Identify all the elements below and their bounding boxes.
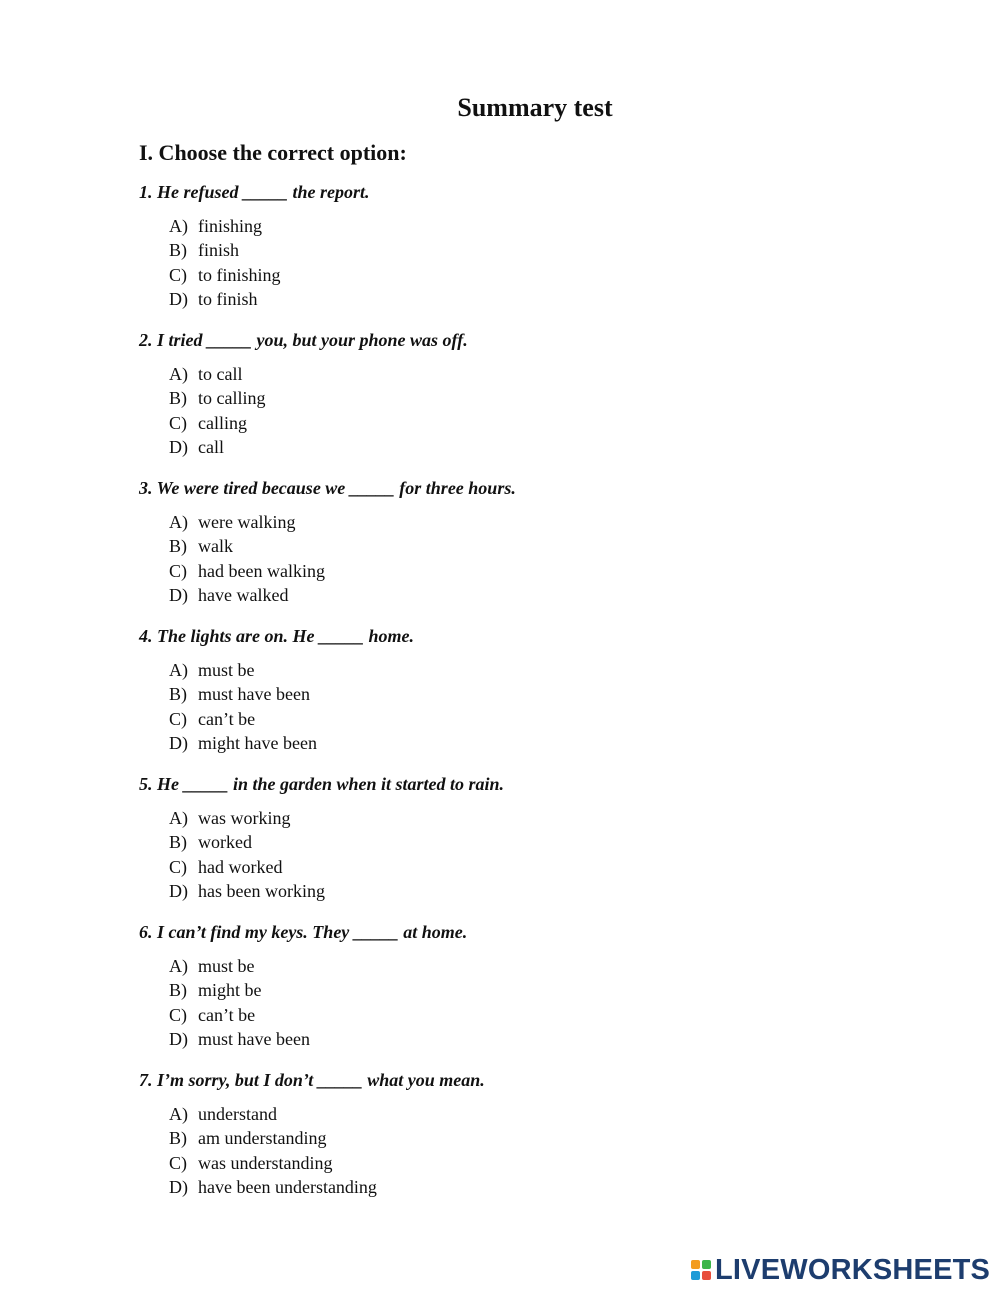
question-3 xyxy=(139,474,919,622)
option-letter: C) xyxy=(169,412,187,433)
option-letter: C) xyxy=(169,264,187,285)
option-list xyxy=(169,1102,919,1200)
option-text: walk xyxy=(198,536,233,557)
option-text: must have been xyxy=(198,1029,310,1050)
option-text: finishing xyxy=(198,216,263,236)
option-letter: B) xyxy=(169,832,187,853)
answer-option[interactable] xyxy=(169,263,919,287)
option-text: had worked xyxy=(198,856,283,877)
logo-square xyxy=(702,1271,711,1280)
option-list xyxy=(169,806,919,904)
option-text: have been understanding xyxy=(198,1177,377,1198)
option-text: must be xyxy=(198,660,255,680)
option-letter: C) xyxy=(169,1152,187,1173)
question-7 xyxy=(139,1066,919,1214)
option-text: calling xyxy=(198,412,247,433)
option-text: was understanding xyxy=(198,1152,333,1173)
question-stem: 4. The lights are on. He _____ home. xyxy=(139,626,415,646)
option-letter: B) xyxy=(169,684,187,705)
option-text: finish xyxy=(198,240,240,261)
option-text: have walked xyxy=(198,585,289,606)
option-text: call xyxy=(198,437,224,458)
liveworksheets-logo-icon xyxy=(691,1260,711,1280)
answer-option[interactable] xyxy=(169,1151,919,1175)
answer-option[interactable] xyxy=(169,658,919,682)
option-list xyxy=(169,510,919,608)
answer-option[interactable] xyxy=(169,1126,919,1150)
option-letter: B) xyxy=(169,240,187,261)
option-letter: A) xyxy=(169,956,188,976)
option-letter: C) xyxy=(169,856,187,877)
option-letter: D) xyxy=(169,585,188,606)
answer-option[interactable] xyxy=(169,707,919,731)
liveworksheets-brand xyxy=(691,1254,990,1286)
option-text: worked xyxy=(198,832,252,853)
option-letter: A) xyxy=(169,216,188,236)
option-letter: D) xyxy=(169,289,188,310)
answer-option[interactable] xyxy=(169,1175,919,1199)
option-text: might have been xyxy=(198,733,317,754)
option-text: can’t be xyxy=(198,1004,256,1025)
answer-option[interactable] xyxy=(169,978,919,1002)
option-letter: D) xyxy=(169,881,188,902)
option-letter: A) xyxy=(169,512,188,532)
option-letter: C) xyxy=(169,708,187,729)
option-letter: A) xyxy=(169,808,188,828)
answer-option[interactable] xyxy=(169,1003,919,1027)
option-list xyxy=(169,214,919,312)
logo-square xyxy=(691,1271,700,1280)
option-text: to calling xyxy=(198,388,266,409)
option-text: understand xyxy=(198,1104,277,1124)
answer-option[interactable] xyxy=(169,682,919,706)
logo-square xyxy=(702,1260,711,1269)
section-heading: I. Choose the correct option: xyxy=(139,140,407,165)
question-6 xyxy=(139,918,919,1066)
option-list xyxy=(169,954,919,1052)
answer-option[interactable] xyxy=(169,559,919,583)
option-text: to call xyxy=(198,364,243,384)
question-stem: 3. We were tired because we _____ for three hours. xyxy=(139,478,516,498)
option-letter: D) xyxy=(169,733,188,754)
answer-option[interactable] xyxy=(169,362,919,386)
option-text: were walking xyxy=(198,512,296,532)
question-stem: 6. I can’t find my keys. They _____ at home. xyxy=(139,922,468,942)
question-stem: 7. I’m sorry, but I don’t _____ what you mean. xyxy=(139,1070,485,1090)
option-letter: A) xyxy=(169,1104,188,1124)
question-1 xyxy=(139,178,919,326)
answer-option[interactable] xyxy=(169,386,919,410)
answer-option[interactable] xyxy=(169,238,919,262)
question-list xyxy=(139,178,919,1214)
option-letter: D) xyxy=(169,437,188,458)
option-text: to finishing xyxy=(198,264,281,285)
answer-option[interactable] xyxy=(169,830,919,854)
option-text: was working xyxy=(198,808,291,828)
option-text: must have been xyxy=(198,684,310,705)
answer-option[interactable] xyxy=(169,435,919,459)
option-text: am understanding xyxy=(198,1128,327,1149)
option-letter: D) xyxy=(169,1177,188,1198)
option-letter: B) xyxy=(169,980,187,1001)
option-letter: B) xyxy=(169,388,187,409)
option-text: can’t be xyxy=(198,708,256,729)
option-text: must be xyxy=(198,956,255,976)
answer-option[interactable] xyxy=(169,879,919,903)
question-2 xyxy=(139,326,919,474)
answer-option[interactable] xyxy=(169,214,919,238)
brand-wordmark: LIVEWORKSHEETS xyxy=(715,1254,991,1286)
answer-option[interactable] xyxy=(169,534,919,558)
question-stem: 5. He _____ in the garden when it started to rain. xyxy=(139,774,505,794)
answer-option[interactable] xyxy=(169,1027,919,1051)
option-list xyxy=(169,658,919,756)
answer-option[interactable] xyxy=(169,806,919,830)
option-text: to finish xyxy=(198,289,258,310)
answer-option[interactable] xyxy=(169,510,919,534)
answer-option[interactable] xyxy=(169,731,919,755)
option-letter: C) xyxy=(169,560,187,581)
question-5 xyxy=(139,770,919,918)
answer-option[interactable] xyxy=(169,287,919,311)
option-text: has been working xyxy=(198,881,325,902)
option-text: had been walking xyxy=(198,560,325,581)
answer-option[interactable] xyxy=(169,954,919,978)
option-text: might be xyxy=(198,980,262,1001)
option-letter: B) xyxy=(169,536,187,557)
option-letter: A) xyxy=(169,660,188,680)
answer-option[interactable] xyxy=(169,1102,919,1126)
question-stem: 1. He refused _____ the report. xyxy=(139,182,370,202)
option-letter: C) xyxy=(169,1004,187,1025)
question-stem: 2. I tried _____ you, but your phone was off. xyxy=(139,330,468,350)
answer-option[interactable] xyxy=(169,855,919,879)
page-title: Summary test xyxy=(457,93,613,122)
option-letter: A) xyxy=(169,364,188,384)
logo-square xyxy=(691,1260,700,1269)
answer-option[interactable] xyxy=(169,583,919,607)
answer-option[interactable] xyxy=(169,411,919,435)
option-letter: D) xyxy=(169,1029,188,1050)
option-list xyxy=(169,362,919,460)
option-letter: B) xyxy=(169,1128,187,1149)
question-4 xyxy=(139,622,919,770)
